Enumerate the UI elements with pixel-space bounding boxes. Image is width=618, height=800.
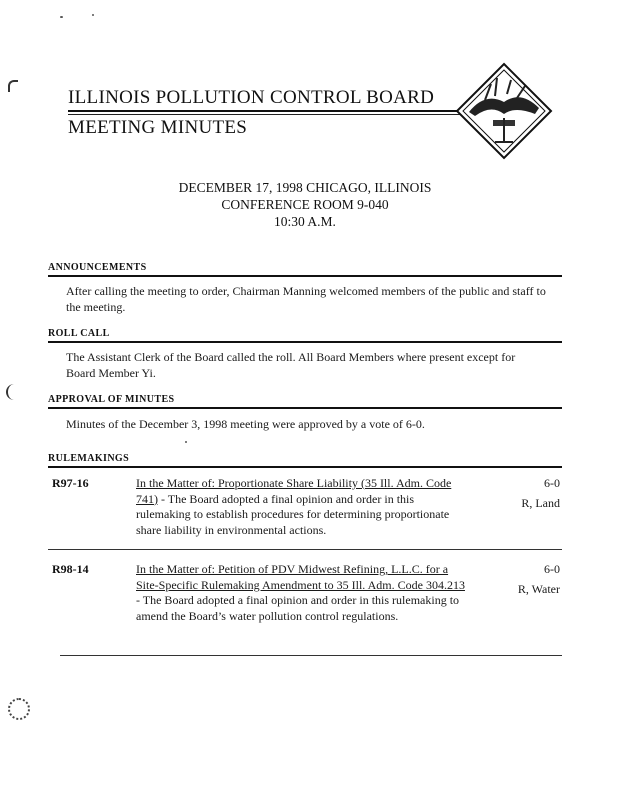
approval-rule <box>48 407 562 409</box>
rulemaking-description <box>136 562 466 624</box>
roll-call-rule <box>48 341 562 343</box>
scan-mark <box>8 80 18 92</box>
punch-hole-mark <box>8 698 30 720</box>
title-divider-thin <box>68 114 468 115</box>
scan-mark <box>6 384 14 400</box>
roll-call-heading: ROLL CALL <box>48 328 110 339</box>
rulemaking-description <box>136 476 466 538</box>
bottom-divider <box>60 655 562 656</box>
rulemaking-category: R, Land <box>521 496 560 510</box>
title-divider <box>68 110 468 112</box>
approval-text: Minutes of the December 3, 1998 meeting were approved by a vote of 6-0. <box>66 417 425 431</box>
rulemaking-summary: - The Board adopted a final opinion and order in this rulemaking to establish procedures for determining proportionate share liability in environmental actions. <box>136 491 450 537</box>
rulemaking-category: R, Water <box>517 582 560 596</box>
vote-count: 6-0 <box>544 476 560 490</box>
scan-speck <box>60 16 63 18</box>
ipcb-diamond-logo-icon <box>455 62 553 160</box>
vote-count: 6-0 <box>544 562 560 576</box>
docket-number: R97-16 <box>52 476 89 490</box>
rulemakings-heading: RULEMAKINGS <box>48 453 130 464</box>
announcements-rule <box>48 275 562 277</box>
scan-speck <box>92 14 94 16</box>
rulemaking-title: In the Matter of: Proportionate Share Liability (35 Ill. Adm. Code 741) <box>136 476 452 506</box>
docket-number: R98-14 <box>52 562 89 576</box>
meeting-time: 10:30 A.M. <box>274 214 336 229</box>
announcements-heading: ANNOUNCEMENTS <box>48 262 147 273</box>
rulemaking-summary: - The Board adopted a final opinion and order in this rulemaking to amend the Board’s water pollution control regulations. <box>136 593 460 623</box>
rulemaking-title: In the Matter of: Petition of PDV Midwest Refining, L.L.C. for a Site-Specific Rulemaking Amendment to 35 Ill. Adm. Code 304.213 <box>136 562 465 592</box>
rulemakings-rule <box>48 466 562 468</box>
item-divider <box>48 549 562 550</box>
roll-call-text: The Assistant Clerk of the Board called the roll. All Board Members where present except for Board Member Yi. <box>66 350 516 380</box>
meeting-room: CONFERENCE ROOM 9-040 <box>221 197 389 212</box>
scan-speck <box>185 441 187 443</box>
meeting-date-location: DECEMBER 17, 1998 CHICAGO, ILLINOIS <box>178 180 432 195</box>
board-title: ILLINOIS POLLUTION CONTROL BOARD <box>68 87 435 108</box>
document-title: MEETING MINUTES <box>68 117 248 138</box>
approval-heading: APPROVAL OF MINUTES <box>48 394 175 405</box>
announcements-text: After calling the meeting to order, Chairman Manning welcomed members of the public and staff to the meeting. <box>66 284 546 314</box>
